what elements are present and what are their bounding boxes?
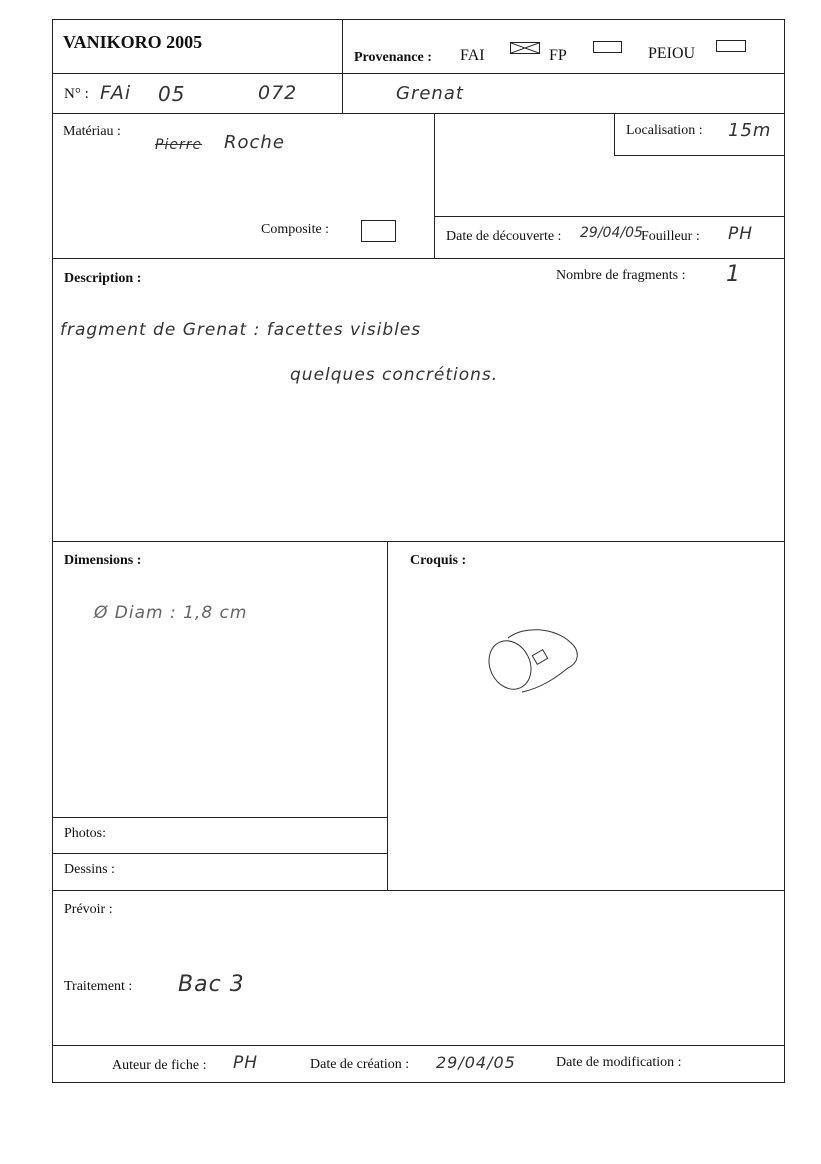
divider [342,19,343,114]
location-label: Localisation : [626,123,703,138]
option-fai-checkbox[interactable] [510,42,540,54]
form-title: VANIKORO 2005 [63,32,203,52]
drawings-label: Dessins : [64,862,115,877]
created-label: Date de création : [310,1057,410,1072]
material-crossed-value: Pierre [155,137,203,153]
composite-label: Composite : [261,222,330,237]
photos-label: Photos: [64,826,107,841]
number-id: 072 [258,82,298,104]
location-value: 15m [728,120,772,141]
divider [434,216,784,217]
description-line-1: fragment de Grenat : facettes visibles [60,320,422,340]
number-year: 05 [158,82,186,106]
checked-mark-icon [511,43,539,53]
fragments-value: 1 [726,262,741,287]
divider [52,1045,784,1046]
option-fp-label: FP [549,47,567,64]
author-label: Auteur de fiche : [112,1058,207,1073]
digger-label: Fouilleur : [641,229,700,244]
treatment-value: Bac 3 [178,972,245,997]
option-peiou-label: PEIOU [648,45,696,62]
divider [614,113,615,156]
discovery-date-value: 29/04/05 [580,225,643,241]
description-label: Description : [64,271,142,286]
object-name: Grenat [396,83,464,104]
divider [614,155,784,156]
divider [52,541,784,542]
dimensions-value: Ø Diam : 1,8 cm [94,603,248,623]
option-peiou-checkbox[interactable] [716,40,746,52]
divider [52,73,784,74]
plan-label: Prévoir : [64,902,113,917]
number-label: N° : [64,86,89,102]
divider [52,258,784,259]
divider [434,113,435,259]
frame-right [784,19,785,1083]
frame-bottom [52,1082,785,1083]
provenance-label: Provenance : [354,50,432,65]
fragments-label: Nombre de fragments : [556,268,686,283]
number-prefix: FAi [100,82,132,104]
created-value: 29/04/05 [436,1053,516,1072]
treatment-label: Traitement : [64,979,133,994]
author-value: PH [233,1053,259,1073]
modified-label: Date de modification : [556,1055,682,1070]
divider [52,113,784,114]
composite-checkbox[interactable] [361,220,396,242]
description-line-2: quelques concrétions. [290,365,499,385]
option-fai-label: FAI [460,47,485,64]
divider [52,890,784,891]
discovery-date-label: Date de découverte : [446,229,562,244]
divider [387,541,388,891]
gem-sketch [480,620,590,700]
option-fp-checkbox[interactable] [593,41,622,53]
dimensions-label: Dimensions : [64,553,142,568]
frame-top [52,19,784,20]
sketch-label: Croquis : [410,553,467,568]
material-value: Roche [224,132,285,153]
divider [52,817,387,818]
frame-left [52,19,53,1083]
digger-value: PH [728,224,754,244]
divider [52,853,387,854]
material-label: Matériau : [63,124,121,139]
